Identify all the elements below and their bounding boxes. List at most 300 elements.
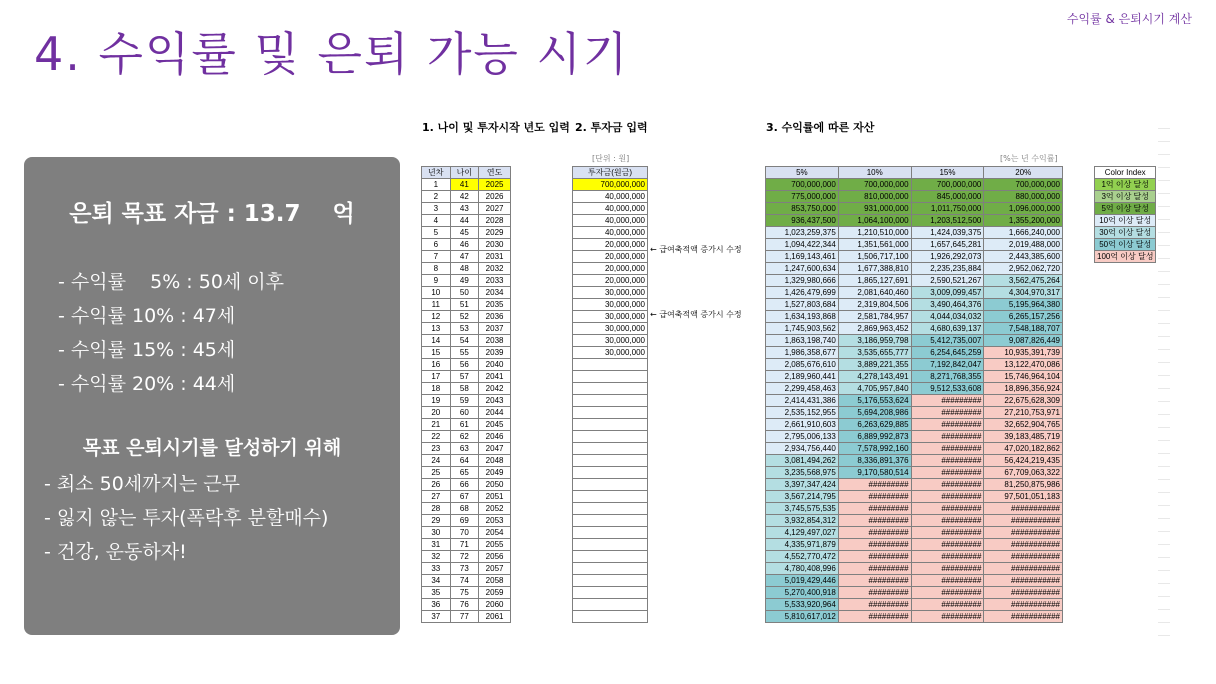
cell-asset-15: ######### bbox=[911, 431, 984, 443]
cell-principal bbox=[573, 587, 648, 599]
cell-year: 2029 bbox=[479, 227, 511, 239]
table-row bbox=[766, 455, 1063, 467]
table-row bbox=[422, 503, 511, 515]
cell-asset-5: 1,527,803,684 bbox=[766, 299, 839, 311]
legend-row bbox=[1095, 227, 1156, 239]
cell-asset-20: 6,265,157,256 bbox=[984, 311, 1063, 323]
cell-asset-15: ######### bbox=[911, 443, 984, 455]
cell-year: 2034 bbox=[479, 287, 511, 299]
table-row bbox=[766, 467, 1063, 479]
cell-age: 76 bbox=[450, 599, 479, 611]
cell-asset-10: 9,170,580,514 bbox=[838, 467, 911, 479]
cell-asset-20: 9,087,826,449 bbox=[984, 335, 1063, 347]
table-row bbox=[766, 299, 1063, 311]
cell-year: 2044 bbox=[479, 407, 511, 419]
cell-year-index: 29 bbox=[422, 515, 451, 527]
cell-principal: 30,000,000 bbox=[573, 347, 648, 359]
table-row bbox=[573, 575, 648, 587]
table-row bbox=[422, 467, 511, 479]
cell-asset-5: 3,567,214,795 bbox=[766, 491, 839, 503]
cell-asset-20: 3,562,475,264 bbox=[984, 275, 1063, 287]
cell-asset-15: ######### bbox=[911, 395, 984, 407]
cell-asset-20: 5,195,964,380 bbox=[984, 299, 1063, 311]
cell-year: 2055 bbox=[479, 539, 511, 551]
cell-year-index: 1 bbox=[422, 179, 451, 191]
cell-year-index: 28 bbox=[422, 503, 451, 515]
cell-asset-15: ######### bbox=[911, 503, 984, 515]
cell-age: 55 bbox=[450, 347, 479, 359]
table-row bbox=[766, 263, 1063, 275]
cell-year-index: 14 bbox=[422, 335, 451, 347]
cell-asset-10: ######### bbox=[838, 527, 911, 539]
legend-item: 1억 이상 달성 bbox=[1095, 179, 1156, 191]
cell-asset-10: ######### bbox=[838, 587, 911, 599]
cell-year: 2030 bbox=[479, 239, 511, 251]
table-row bbox=[573, 227, 648, 239]
cell-asset-5: 2,085,676,610 bbox=[766, 359, 839, 371]
legend-row bbox=[1095, 191, 1156, 203]
cell-age: 66 bbox=[450, 479, 479, 491]
cell-year: 2060 bbox=[479, 599, 511, 611]
cell-principal: 30,000,000 bbox=[573, 323, 648, 335]
cell-asset-5: 1,094,422,344 bbox=[766, 239, 839, 251]
cell-asset-15: 845,000,000 bbox=[911, 191, 984, 203]
table-row bbox=[573, 503, 648, 515]
table-row bbox=[766, 383, 1063, 395]
table-row bbox=[422, 587, 511, 599]
cell-year: 2053 bbox=[479, 515, 511, 527]
cell-asset-20: ########### bbox=[984, 563, 1063, 575]
table-row bbox=[422, 311, 511, 323]
table-row bbox=[766, 419, 1063, 431]
table-row bbox=[422, 251, 511, 263]
cell-principal bbox=[573, 491, 648, 503]
cell-asset-20: ########### bbox=[984, 551, 1063, 563]
cell-year: 2061 bbox=[479, 611, 511, 623]
cell-asset-5: 1,863,198,740 bbox=[766, 335, 839, 347]
cell-asset-5: 853,750,000 bbox=[766, 203, 839, 215]
tip-work: - 최소 50세까지는 근무 bbox=[44, 473, 240, 495]
legend-item: 10억 이상 달성 bbox=[1095, 215, 1156, 227]
table-row bbox=[766, 407, 1063, 419]
table-row bbox=[766, 479, 1063, 491]
table-row bbox=[766, 587, 1063, 599]
table-row bbox=[573, 479, 648, 491]
table-row bbox=[573, 383, 648, 395]
col-header-principal: 투자금(원금) bbox=[573, 167, 648, 179]
cell-asset-5: 1,426,479,699 bbox=[766, 287, 839, 299]
cell-asset-5: 1,023,259,375 bbox=[766, 227, 839, 239]
table-row bbox=[422, 347, 511, 359]
cell-asset-10: 931,000,000 bbox=[838, 203, 911, 215]
cell-year-index: 13 bbox=[422, 323, 451, 335]
table-row bbox=[766, 563, 1063, 575]
cell-age: 48 bbox=[450, 263, 479, 275]
table-row bbox=[766, 179, 1063, 191]
cell-asset-20: 56,424,219,435 bbox=[984, 455, 1063, 467]
legend-row bbox=[1095, 203, 1156, 215]
table-row bbox=[422, 563, 511, 575]
cell-asset-10: ######### bbox=[838, 611, 911, 623]
cell-asset-5: 1,247,600,634 bbox=[766, 263, 839, 275]
cell-age: 42 bbox=[450, 191, 479, 203]
cell-age: 70 bbox=[450, 527, 479, 539]
cell-asset-20: ########### bbox=[984, 539, 1063, 551]
table-row bbox=[422, 431, 511, 443]
table-row bbox=[766, 287, 1063, 299]
cell-year-index: 12 bbox=[422, 311, 451, 323]
table-row bbox=[573, 335, 648, 347]
table-row bbox=[573, 407, 648, 419]
age-year-table bbox=[421, 166, 511, 623]
cell-age: 57 bbox=[450, 371, 479, 383]
cell-asset-10: 2,581,784,957 bbox=[838, 311, 911, 323]
cell-asset-10: 3,889,221,355 bbox=[838, 359, 911, 371]
cell-asset-10: 8,336,891,376 bbox=[838, 455, 911, 467]
cell-principal: 700,000,000 bbox=[573, 179, 648, 191]
cell-asset-20: 10,935,391,739 bbox=[984, 347, 1063, 359]
cell-asset-15: ######### bbox=[911, 479, 984, 491]
cell-asset-20: 1,355,200,000 bbox=[984, 215, 1063, 227]
cell-age: 45 bbox=[450, 227, 479, 239]
cell-asset-15: ######### bbox=[911, 419, 984, 431]
col-header-year-index: 년차 bbox=[422, 167, 451, 179]
table-row bbox=[766, 335, 1063, 347]
cell-year-index: 4 bbox=[422, 215, 451, 227]
slide-corner-label: 수익률 & 은퇴시기 계산 bbox=[1066, 12, 1192, 26]
cell-asset-10: 700,000,000 bbox=[838, 179, 911, 191]
legend-row bbox=[1095, 215, 1156, 227]
col-header-year: 연도 bbox=[479, 167, 511, 179]
table-row bbox=[766, 431, 1063, 443]
cell-year: 2050 bbox=[479, 479, 511, 491]
table-row bbox=[766, 215, 1063, 227]
col-header-age: 나이 bbox=[450, 167, 479, 179]
legend-row bbox=[1095, 179, 1156, 191]
cell-principal bbox=[573, 431, 648, 443]
cell-asset-15: 1,424,039,375 bbox=[911, 227, 984, 239]
cell-year: 2056 bbox=[479, 551, 511, 563]
cell-year: 2041 bbox=[479, 371, 511, 383]
cell-age: 56 bbox=[450, 359, 479, 371]
cell-asset-10: ######### bbox=[838, 563, 911, 575]
cell-asset-10: 1,506,717,100 bbox=[838, 251, 911, 263]
table-row bbox=[422, 203, 511, 215]
table-row bbox=[422, 227, 511, 239]
cell-asset-10: 1,865,127,691 bbox=[838, 275, 911, 287]
table-row bbox=[573, 587, 648, 599]
legend-item: 100억 이상 달성 bbox=[1095, 251, 1156, 263]
table-row bbox=[573, 203, 648, 215]
table-row bbox=[422, 611, 511, 623]
table-row bbox=[573, 287, 648, 299]
cell-asset-15: ######### bbox=[911, 491, 984, 503]
cell-asset-10: 1,351,561,000 bbox=[838, 239, 911, 251]
cell-year-index: 11 bbox=[422, 299, 451, 311]
cell-asset-5: 775,000,000 bbox=[766, 191, 839, 203]
cell-asset-15: 2,590,521,267 bbox=[911, 275, 984, 287]
cell-asset-10: 3,186,959,798 bbox=[838, 335, 911, 347]
cell-asset-20: 27,210,753,971 bbox=[984, 407, 1063, 419]
cell-asset-10: 2,869,963,452 bbox=[838, 323, 911, 335]
cell-principal bbox=[573, 359, 648, 371]
cell-principal: 40,000,000 bbox=[573, 191, 648, 203]
cell-principal: 40,000,000 bbox=[573, 227, 648, 239]
cell-asset-20: ########### bbox=[984, 503, 1063, 515]
cell-principal: 20,000,000 bbox=[573, 239, 648, 251]
table-row bbox=[573, 347, 648, 359]
cell-asset-15: 1,926,292,073 bbox=[911, 251, 984, 263]
cell-asset-10: ######### bbox=[838, 503, 911, 515]
cell-asset-10: 7,578,992,160 bbox=[838, 443, 911, 455]
table-row bbox=[573, 611, 648, 623]
cell-asset-10: ######### bbox=[838, 515, 911, 527]
table-row bbox=[422, 491, 511, 503]
cell-asset-5: 1,329,980,666 bbox=[766, 275, 839, 287]
table-row bbox=[573, 359, 648, 371]
cell-year-index: 16 bbox=[422, 359, 451, 371]
cell-asset-20: 47,020,182,862 bbox=[984, 443, 1063, 455]
cell-year-index: 19 bbox=[422, 395, 451, 407]
table-row bbox=[766, 611, 1063, 623]
cell-asset-10: 3,535,655,777 bbox=[838, 347, 911, 359]
table-row bbox=[573, 539, 648, 551]
cell-asset-20: 2,019,488,000 bbox=[984, 239, 1063, 251]
cell-principal bbox=[573, 575, 648, 587]
cell-age: 71 bbox=[450, 539, 479, 551]
cell-asset-5: 5,270,400,918 bbox=[766, 587, 839, 599]
cell-year-index: 37 bbox=[422, 611, 451, 623]
table-row bbox=[766, 503, 1063, 515]
cell-year-index: 18 bbox=[422, 383, 451, 395]
cell-asset-15: 1,011,750,000 bbox=[911, 203, 984, 215]
cell-year-index: 34 bbox=[422, 575, 451, 587]
cell-age: 64 bbox=[450, 455, 479, 467]
cell-asset-20: ########### bbox=[984, 611, 1063, 623]
table-row bbox=[422, 359, 511, 371]
cell-asset-10: 810,000,000 bbox=[838, 191, 911, 203]
col-header-rate-15: 15% bbox=[911, 167, 984, 179]
cell-asset-15: 1,203,512,500 bbox=[911, 215, 984, 227]
cell-asset-20: 13,122,470,086 bbox=[984, 359, 1063, 371]
cell-asset-15: ######### bbox=[911, 539, 984, 551]
cell-year: 2036 bbox=[479, 311, 511, 323]
cell-asset-15: 2,235,235,884 bbox=[911, 263, 984, 275]
table-row bbox=[422, 239, 511, 251]
cell-age: 59 bbox=[450, 395, 479, 407]
cell-year: 2042 bbox=[479, 383, 511, 395]
cell-asset-15: ######### bbox=[911, 551, 984, 563]
cell-age: 50 bbox=[450, 287, 479, 299]
cell-asset-20: 15,746,964,104 bbox=[984, 371, 1063, 383]
table-row bbox=[766, 239, 1063, 251]
legend-row bbox=[1095, 251, 1156, 263]
col-header-rate-10: 10% bbox=[838, 167, 911, 179]
cell-asset-20: 1,096,000,000 bbox=[984, 203, 1063, 215]
cell-asset-10: 2,319,804,506 bbox=[838, 299, 911, 311]
cell-year: 2025 bbox=[479, 179, 511, 191]
cell-asset-15: 1,657,645,281 bbox=[911, 239, 984, 251]
cell-principal bbox=[573, 527, 648, 539]
cell-principal bbox=[573, 443, 648, 455]
cell-asset-15: ######### bbox=[911, 611, 984, 623]
table-row bbox=[573, 371, 648, 383]
cell-asset-20: ########### bbox=[984, 587, 1063, 599]
cell-asset-20: ########### bbox=[984, 575, 1063, 587]
table-row bbox=[422, 287, 511, 299]
cell-year: 2040 bbox=[479, 359, 511, 371]
cell-asset-20: 1,666,240,000 bbox=[984, 227, 1063, 239]
cell-principal: 20,000,000 bbox=[573, 263, 648, 275]
legend-item: 3억 이상 달성 bbox=[1095, 191, 1156, 203]
table-row bbox=[573, 251, 648, 263]
cell-asset-5: 4,780,408,996 bbox=[766, 563, 839, 575]
cell-asset-10: 6,263,629,885 bbox=[838, 419, 911, 431]
table-row bbox=[573, 179, 648, 191]
cell-asset-20: 97,501,051,183 bbox=[984, 491, 1063, 503]
cell-asset-5: 2,535,152,955 bbox=[766, 407, 839, 419]
table-row bbox=[573, 299, 648, 311]
table-row bbox=[573, 419, 648, 431]
cell-asset-15: 9,512,533,608 bbox=[911, 383, 984, 395]
cell-year: 2035 bbox=[479, 299, 511, 311]
cell-asset-5: 4,335,971,879 bbox=[766, 539, 839, 551]
cell-age: 68 bbox=[450, 503, 479, 515]
cell-principal bbox=[573, 467, 648, 479]
cell-age: 72 bbox=[450, 551, 479, 563]
table-row bbox=[766, 527, 1063, 539]
cell-asset-10: ######### bbox=[838, 539, 911, 551]
cell-asset-15: 4,044,034,032 bbox=[911, 311, 984, 323]
table-row bbox=[422, 275, 511, 287]
cell-age: 52 bbox=[450, 311, 479, 323]
cell-asset-15: 5,412,735,007 bbox=[911, 335, 984, 347]
cell-year-index: 15 bbox=[422, 347, 451, 359]
cell-asset-15: ######### bbox=[911, 575, 984, 587]
table-row bbox=[422, 335, 511, 347]
cell-asset-15: 700,000,000 bbox=[911, 179, 984, 191]
table-row bbox=[422, 419, 511, 431]
legend-header: Color Index bbox=[1095, 167, 1156, 179]
cell-asset-5: 1,986,358,677 bbox=[766, 347, 839, 359]
unit-label-won: [단위 : 원] bbox=[592, 154, 630, 163]
asset-by-rate-table bbox=[765, 166, 1063, 623]
table-row bbox=[573, 467, 648, 479]
legend-item: 30억 이상 달성 bbox=[1095, 227, 1156, 239]
cell-year: 2032 bbox=[479, 263, 511, 275]
rate-line-15: - 수익률 15% : 45세 bbox=[58, 339, 236, 361]
cell-year: 2046 bbox=[479, 431, 511, 443]
cell-principal bbox=[573, 539, 648, 551]
cell-principal bbox=[573, 599, 648, 611]
cell-principal: 40,000,000 bbox=[573, 203, 648, 215]
cell-year: 2057 bbox=[479, 563, 511, 575]
cell-year: 2049 bbox=[479, 467, 511, 479]
note-salary-1: ← 급여축적액 증가시 수정 bbox=[650, 245, 742, 254]
table-row bbox=[422, 371, 511, 383]
cell-age: 69 bbox=[450, 515, 479, 527]
rate-line-10: - 수익률 10% : 47세 bbox=[58, 305, 236, 327]
cell-principal bbox=[573, 407, 648, 419]
cell-age: 73 bbox=[450, 563, 479, 575]
cell-principal: 40,000,000 bbox=[573, 215, 648, 227]
table-row bbox=[766, 491, 1063, 503]
cell-principal bbox=[573, 383, 648, 395]
cell-asset-10: 5,176,553,624 bbox=[838, 395, 911, 407]
cell-age: 63 bbox=[450, 443, 479, 455]
cell-year-index: 9 bbox=[422, 275, 451, 287]
cell-asset-20: ########### bbox=[984, 527, 1063, 539]
cell-year: 2052 bbox=[479, 503, 511, 515]
cell-asset-5: 2,934,756,440 bbox=[766, 443, 839, 455]
cell-asset-15: 4,680,639,137 bbox=[911, 323, 984, 335]
cell-asset-10: 1,677,388,810 bbox=[838, 263, 911, 275]
table-row bbox=[573, 263, 648, 275]
legend-item: 5억 이상 달성 bbox=[1095, 203, 1156, 215]
cell-asset-10: 1,210,510,000 bbox=[838, 227, 911, 239]
cell-age: 75 bbox=[450, 587, 479, 599]
retirement-goal: 은퇴 목표 자금 : 13.7 억 bbox=[69, 201, 355, 227]
cell-asset-5: 4,129,497,027 bbox=[766, 527, 839, 539]
cell-age: 44 bbox=[450, 215, 479, 227]
cell-asset-20: 67,709,063,322 bbox=[984, 467, 1063, 479]
table-row bbox=[422, 215, 511, 227]
cell-year-index: 17 bbox=[422, 371, 451, 383]
table-row bbox=[573, 599, 648, 611]
table-row bbox=[422, 179, 511, 191]
table-row bbox=[422, 407, 511, 419]
cell-year-index: 25 bbox=[422, 467, 451, 479]
cell-year-index: 3 bbox=[422, 203, 451, 215]
table-row bbox=[766, 551, 1063, 563]
cell-principal bbox=[573, 455, 648, 467]
cell-year-index: 27 bbox=[422, 491, 451, 503]
cell-asset-5: 1,169,143,461 bbox=[766, 251, 839, 263]
cell-year-index: 36 bbox=[422, 599, 451, 611]
table-row bbox=[766, 599, 1063, 611]
table-row bbox=[766, 395, 1063, 407]
cell-year-index: 22 bbox=[422, 431, 451, 443]
cell-asset-15: 8,271,768,355 bbox=[911, 371, 984, 383]
cell-asset-10: ######### bbox=[838, 551, 911, 563]
col-header-rate-5: 5% bbox=[766, 167, 839, 179]
table-row bbox=[766, 539, 1063, 551]
slide-title: 4. 수익률 및 은퇴 가능 시기 bbox=[34, 27, 630, 81]
table-row bbox=[766, 311, 1063, 323]
table-row bbox=[573, 527, 648, 539]
cell-year-index: 6 bbox=[422, 239, 451, 251]
cell-asset-10: ######### bbox=[838, 491, 911, 503]
table-row bbox=[766, 371, 1063, 383]
cell-year: 2026 bbox=[479, 191, 511, 203]
cell-principal: 30,000,000 bbox=[573, 299, 648, 311]
cell-asset-10: ######### bbox=[838, 575, 911, 587]
cell-year: 2043 bbox=[479, 395, 511, 407]
cell-asset-20: 2,443,385,600 bbox=[984, 251, 1063, 263]
table-row bbox=[766, 443, 1063, 455]
cell-age: 62 bbox=[450, 431, 479, 443]
cell-year-index: 35 bbox=[422, 587, 451, 599]
cell-asset-20: 700,000,000 bbox=[984, 179, 1063, 191]
cell-asset-5: 2,661,910,603 bbox=[766, 419, 839, 431]
cell-year-index: 7 bbox=[422, 251, 451, 263]
cell-asset-15: ######### bbox=[911, 515, 984, 527]
section-3-heading: 3. 수익률에 따른 자산 bbox=[766, 121, 875, 134]
cell-year: 2054 bbox=[479, 527, 511, 539]
cell-principal bbox=[573, 503, 648, 515]
table-row bbox=[422, 263, 511, 275]
cell-year: 2051 bbox=[479, 491, 511, 503]
